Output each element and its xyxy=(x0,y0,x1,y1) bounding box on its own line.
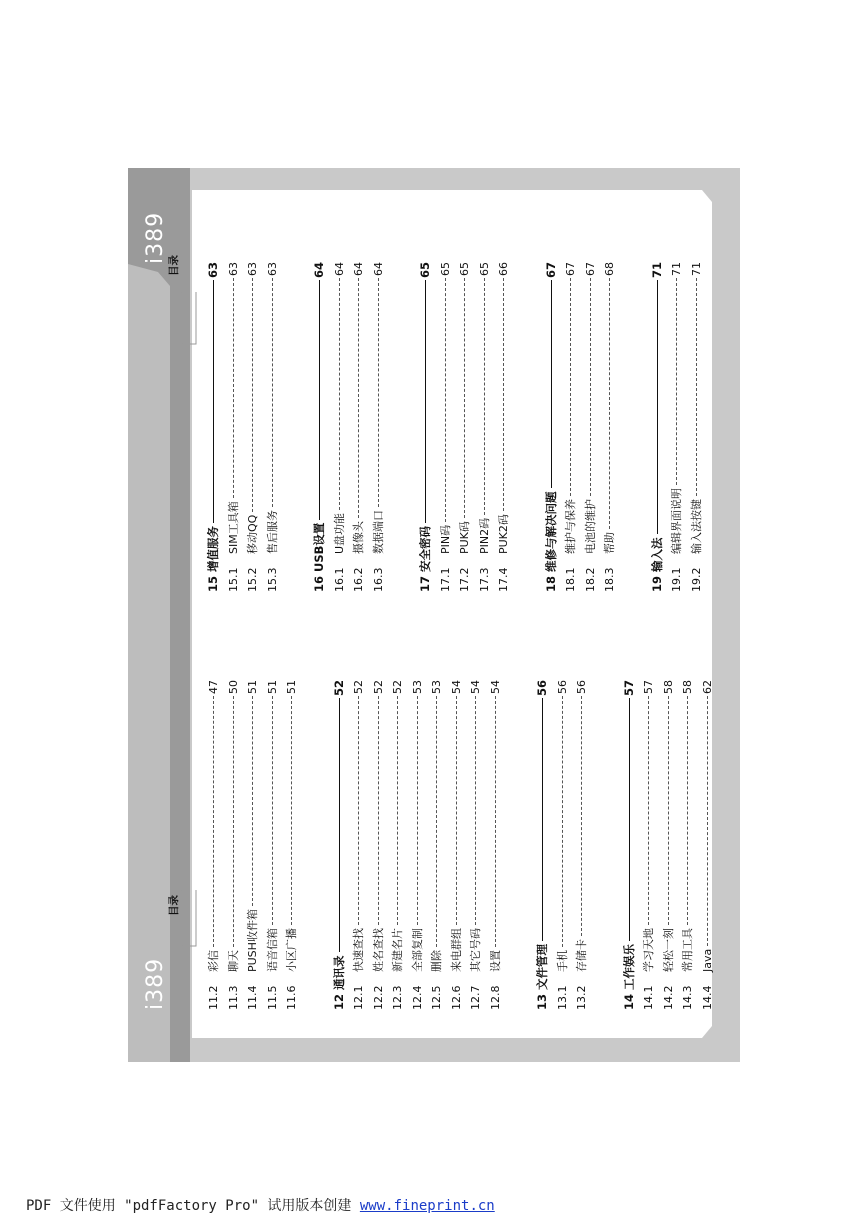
toc-entry-row[interactable] xyxy=(369,680,389,1010)
entry-page: 63 xyxy=(265,262,279,276)
entry-number: 12.1 xyxy=(352,985,365,1010)
chapter-number: 16 xyxy=(312,575,326,592)
entry-page: 58 xyxy=(681,680,694,694)
dot-leader xyxy=(233,278,234,498)
dot-leader xyxy=(707,696,708,946)
entry-number: 17.2 xyxy=(458,567,471,592)
entry-number: 14.1 xyxy=(642,985,655,1010)
entry-page: 50 xyxy=(226,680,240,694)
entry-number: 16.1 xyxy=(332,567,346,592)
entry-number: 18.3 xyxy=(603,567,616,592)
dot-leader xyxy=(495,696,496,947)
entry-label: Java xyxy=(700,948,714,972)
entry-label: 摄像头 xyxy=(352,521,365,554)
toc-entry-row[interactable] xyxy=(243,680,263,1010)
toc-entry-row[interactable] xyxy=(436,262,456,592)
toc-entry-row[interactable] xyxy=(447,680,467,1010)
dot-leader xyxy=(252,696,253,906)
entry-number: 15.3 xyxy=(265,567,279,592)
toc-chapter-row[interactable] xyxy=(620,680,640,1010)
toc-entry-row[interactable] xyxy=(330,262,350,592)
dot-leader xyxy=(570,278,571,496)
entry-page: 64 xyxy=(371,262,385,276)
toc-entry-row[interactable] xyxy=(581,262,601,592)
chapter-title: 增值服务 xyxy=(206,526,220,572)
dot-leader xyxy=(339,278,340,510)
entry-page: 57 xyxy=(642,680,655,694)
entry-label: PIN码 xyxy=(438,524,452,554)
entry-label: 轻松一刻 xyxy=(661,928,675,972)
dot-leader xyxy=(339,698,340,952)
toc-rotated-layer xyxy=(128,168,740,1062)
entry-label: 设置 xyxy=(488,950,502,972)
dot-leader xyxy=(358,696,359,925)
entry-label: 聊天 xyxy=(226,950,240,972)
chapter-title: USB设置 xyxy=(312,522,326,572)
entry-page: 52 xyxy=(371,680,385,694)
entry-page: 65 xyxy=(438,262,452,276)
chapter-number: 18 xyxy=(543,575,558,592)
toc-section xyxy=(310,262,388,592)
entry-page: 53 xyxy=(430,680,443,694)
dot-leader xyxy=(378,696,379,925)
entry-page: 51 xyxy=(285,680,298,694)
entry-number: 19.2 xyxy=(689,567,703,592)
entry-number: 13.1 xyxy=(555,985,569,1010)
entry-label: SIM工具箱 xyxy=(226,501,240,554)
entry-label: 编辑界面说明 xyxy=(670,488,683,554)
footer-link[interactable]: www.fineprint.cn xyxy=(359,1198,495,1214)
toc-entry-row[interactable] xyxy=(408,680,428,1010)
dot-leader xyxy=(687,696,688,925)
entry-number: 12.3 xyxy=(391,985,404,1010)
toc-entry-row[interactable] xyxy=(349,680,369,1010)
dot-leader xyxy=(668,696,669,925)
dot-leader xyxy=(562,696,563,947)
toc-entry-row[interactable] xyxy=(427,680,447,1010)
entry-label: 其它号码 xyxy=(469,928,482,972)
entry-label: 全部复制 xyxy=(410,928,424,972)
chapter-number: 12 xyxy=(331,993,346,1010)
dot-leader xyxy=(378,278,379,507)
footer-text: PDF 文件使用 "pdfFactory Pro" 试用版本创建 xyxy=(26,1198,360,1214)
entry-page: 71 xyxy=(689,262,703,276)
entry-page: 47 xyxy=(207,680,220,694)
entry-label: 删除 xyxy=(430,950,443,972)
toc-section xyxy=(204,680,302,1010)
entry-number: 12.8 xyxy=(488,985,502,1010)
toc-entry-row[interactable] xyxy=(475,262,495,592)
chapter-title: 安全密码 xyxy=(418,526,432,572)
entry-page: 66 xyxy=(497,262,510,276)
chapter-page: 65 xyxy=(418,262,432,279)
toc-entry-row[interactable] xyxy=(687,262,707,592)
entry-label: 快速查找 xyxy=(352,928,365,972)
toc-chapter-row[interactable] xyxy=(542,262,562,592)
dot-leader xyxy=(464,278,465,518)
entry-label: 存储卡 xyxy=(575,939,588,972)
entry-label: 维护与保养 xyxy=(564,499,577,554)
dot-leader xyxy=(291,696,292,925)
chapter-title: 工作娱乐 xyxy=(621,944,636,990)
dot-leader xyxy=(425,280,426,523)
entry-page: 51 xyxy=(246,680,259,694)
entry-label: 售后服务 xyxy=(265,510,279,554)
entry-page: 63 xyxy=(226,262,240,276)
entry-page: 53 xyxy=(410,680,424,694)
dot-leader xyxy=(319,280,320,520)
entry-number: 17.3 xyxy=(477,567,491,592)
dot-leader xyxy=(581,696,582,936)
header-title-right: 目录 xyxy=(168,255,180,276)
toc-column-right xyxy=(204,262,734,592)
dot-leader xyxy=(609,278,610,529)
toc-entry-row[interactable] xyxy=(659,680,679,1010)
toc-entry-row[interactable] xyxy=(224,262,244,592)
entry-number: 16.2 xyxy=(352,567,365,592)
chapter-page: 52 xyxy=(331,680,346,697)
entry-number: 12.2 xyxy=(371,985,385,1010)
dot-leader xyxy=(445,278,446,522)
entry-label: 彩信 xyxy=(207,950,220,972)
chapter-page: 56 xyxy=(535,680,549,697)
entry-number: 12.4 xyxy=(410,985,424,1010)
chapter-page: 71 xyxy=(649,262,664,279)
dot-leader xyxy=(629,698,630,941)
dot-leader xyxy=(213,696,214,947)
entry-number: 13.2 xyxy=(575,985,588,1010)
chapter-number: 17 xyxy=(418,575,432,592)
toc-entry-row[interactable] xyxy=(600,262,620,592)
entry-number: 12.5 xyxy=(430,985,443,1010)
chapter-page: 64 xyxy=(312,262,326,279)
entry-number: 15.1 xyxy=(226,567,240,592)
chapter-title: 通讯录 xyxy=(331,955,346,990)
entry-label: PIN2码 xyxy=(477,517,491,554)
entry-label: 手机 xyxy=(555,950,569,972)
toc-chapter-row[interactable] xyxy=(416,262,436,592)
dot-leader xyxy=(358,278,359,518)
chapter-number: 13 xyxy=(535,993,549,1010)
dot-leader xyxy=(648,696,649,925)
toc-entry-row[interactable] xyxy=(667,262,687,592)
toc-entry-row[interactable] xyxy=(639,680,659,1010)
entry-page: 71 xyxy=(670,262,683,276)
toc-entry-row[interactable] xyxy=(455,262,475,592)
entry-number: 16.3 xyxy=(371,567,385,592)
header-title-left: 目录 xyxy=(168,895,180,916)
toc-entry-row[interactable] xyxy=(561,262,581,592)
toc-chapter-row[interactable] xyxy=(533,680,553,1010)
entry-label: 小区广播 xyxy=(285,928,298,972)
toc-chapter-row[interactable] xyxy=(330,680,350,1010)
entry-label: PUSH收件箱 xyxy=(246,909,259,972)
toc-section xyxy=(204,262,282,592)
entry-number: 11.2 xyxy=(207,985,220,1010)
toc-section xyxy=(542,262,620,592)
entry-label: PUK2码 xyxy=(497,514,510,554)
entry-page: 54 xyxy=(449,680,463,694)
entry-label: 学习天地 xyxy=(642,928,655,972)
toc-column-left xyxy=(204,680,745,1010)
entry-label: U盘功能 xyxy=(332,512,346,554)
entry-number: 14.4 xyxy=(700,985,714,1010)
toc-entry-row[interactable] xyxy=(204,680,224,1010)
chapter-number: 15 xyxy=(206,575,220,592)
entry-number: 11.3 xyxy=(226,985,240,1010)
entry-number: 17.4 xyxy=(497,567,510,592)
chapter-number: 14 xyxy=(621,993,636,1010)
entry-page: 65 xyxy=(458,262,471,276)
entry-page: 58 xyxy=(661,680,675,694)
toc-entry-row[interactable] xyxy=(466,680,486,1010)
entry-number: 12.7 xyxy=(469,985,482,1010)
entry-number: 17.1 xyxy=(438,567,452,592)
toc-section xyxy=(330,680,506,1010)
chapter-title: 输入法 xyxy=(649,537,664,572)
chapter-page: 57 xyxy=(621,680,636,697)
entry-label: 常用工具 xyxy=(681,928,694,972)
dot-leader xyxy=(657,280,658,534)
manual-page xyxy=(128,168,740,1062)
dot-leader xyxy=(252,278,253,512)
chapter-title: 维修与解决问题 xyxy=(543,491,558,572)
entry-number: 14.2 xyxy=(661,985,675,1010)
dot-leader xyxy=(590,278,591,496)
toc-entry-row[interactable] xyxy=(369,262,389,592)
toc-entry-row[interactable] xyxy=(388,680,408,1010)
toc-entry-row[interactable] xyxy=(224,680,244,1010)
entry-label: 语音信箱 xyxy=(265,928,279,972)
toc-chapter-row[interactable] xyxy=(204,262,224,592)
toc-section xyxy=(416,262,514,592)
toc-entry-row[interactable] xyxy=(282,680,302,1010)
dot-leader xyxy=(475,696,476,925)
dot-leader xyxy=(676,278,677,485)
entry-page: 56 xyxy=(555,680,569,694)
entry-number: 18.1 xyxy=(564,567,577,592)
pdf-footer xyxy=(26,1195,495,1215)
dot-leader xyxy=(456,696,457,925)
entry-label: 来电群组 xyxy=(449,928,463,972)
dot-leader xyxy=(213,280,214,523)
entry-page: 63 xyxy=(246,262,259,276)
toc-entry-row[interactable] xyxy=(349,262,369,592)
chapter-page: 63 xyxy=(206,262,220,279)
dot-leader xyxy=(551,280,552,488)
dot-leader xyxy=(696,278,697,496)
entry-number: 12.6 xyxy=(449,985,463,1010)
entry-page: 56 xyxy=(575,680,588,694)
dot-leader xyxy=(484,278,485,515)
entry-page: 51 xyxy=(265,680,279,694)
entry-page: 64 xyxy=(352,262,365,276)
toc-entry-row[interactable] xyxy=(263,680,283,1010)
entry-page: 65 xyxy=(477,262,491,276)
chapter-title: 文件管理 xyxy=(535,944,549,990)
toc-entry-row[interactable] xyxy=(263,262,283,592)
entry-label: 帮助 xyxy=(603,532,616,554)
toc-section xyxy=(533,680,592,1010)
entry-page: 62 xyxy=(700,680,714,694)
dot-leader xyxy=(542,698,543,941)
entry-number: 11.6 xyxy=(285,985,298,1010)
entry-number: 19.1 xyxy=(670,567,683,592)
entry-label: 数据端口 xyxy=(371,510,385,554)
entry-page: 54 xyxy=(469,680,482,694)
toc-section xyxy=(648,262,707,592)
toc-chapter-row[interactable] xyxy=(648,262,668,592)
entry-label: PUK码 xyxy=(458,521,471,554)
entry-page: 68 xyxy=(603,262,616,276)
entry-label: 姓名查找 xyxy=(371,928,385,972)
entry-label: 移动QQ xyxy=(246,514,259,554)
entry-page: 52 xyxy=(391,680,404,694)
dot-leader xyxy=(417,696,418,925)
entry-page: 52 xyxy=(352,680,365,694)
entry-number: 11.5 xyxy=(265,985,279,1010)
brand-logo-right: i389 xyxy=(143,211,168,264)
toc-section xyxy=(620,680,718,1010)
toc-entry-row[interactable] xyxy=(494,262,514,592)
toc-entry-row[interactable] xyxy=(572,680,592,1010)
brand-logo-left: i389 xyxy=(143,957,168,1010)
dot-leader xyxy=(436,696,437,947)
entry-label: 电池的维护 xyxy=(583,499,597,554)
entry-number: 18.2 xyxy=(583,567,597,592)
toc-chapter-row[interactable] xyxy=(310,262,330,592)
toc-entry-row[interactable] xyxy=(698,680,718,1010)
entry-label: 输入法按键 xyxy=(689,499,703,554)
toc-entry-row[interactable] xyxy=(678,680,698,1010)
chapter-page: 67 xyxy=(543,262,558,279)
entry-page: 64 xyxy=(332,262,346,276)
chapter-number: 19 xyxy=(649,575,664,592)
entry-page: 67 xyxy=(583,262,597,276)
toc-entry-row[interactable] xyxy=(553,680,573,1010)
dot-leader xyxy=(397,696,398,925)
entry-number: 14.3 xyxy=(681,985,694,1010)
entry-number: 15.2 xyxy=(246,567,259,592)
toc-entry-row[interactable] xyxy=(486,680,506,1010)
dot-leader xyxy=(233,696,234,947)
entry-page: 54 xyxy=(488,680,502,694)
dot-leader xyxy=(272,278,273,507)
entry-page: 67 xyxy=(564,262,577,276)
entry-label: 新建名片 xyxy=(391,928,404,972)
dot-leader xyxy=(272,696,273,925)
toc-entry-row[interactable] xyxy=(243,262,263,592)
dot-leader xyxy=(503,278,504,511)
entry-number: 11.4 xyxy=(246,985,259,1010)
